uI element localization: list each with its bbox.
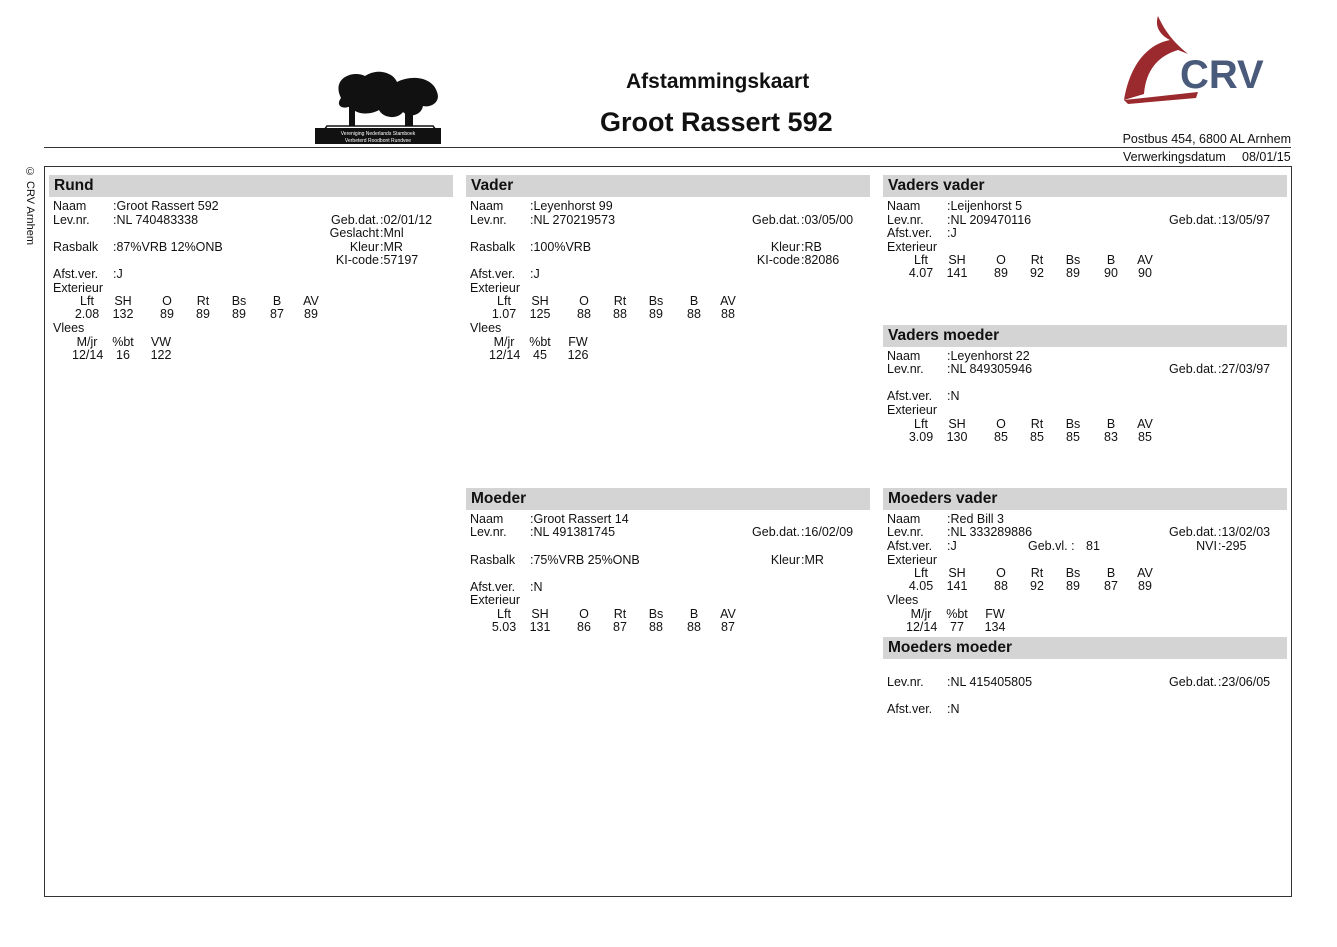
ext-value-o: 89 bbox=[160, 307, 174, 321]
label: Exterieur bbox=[887, 553, 938, 567]
label: Naam bbox=[887, 349, 921, 363]
label: Afst.ver. bbox=[887, 389, 933, 403]
label: Exterieur bbox=[53, 281, 104, 295]
ext-header-sh: SH bbox=[114, 294, 132, 308]
ext-value-b: 83 bbox=[1104, 430, 1118, 444]
ext-value-rt: 89 bbox=[196, 307, 210, 321]
label: Lev.nr. bbox=[887, 675, 924, 689]
vlees-value: 16 bbox=[116, 348, 130, 362]
label: Geb.dat. bbox=[1169, 213, 1217, 227]
moeder-gebdat: :16/02/09 bbox=[801, 525, 854, 539]
ext-header-b: B bbox=[689, 607, 699, 621]
page-title: Afstammingskaart bbox=[626, 70, 810, 93]
section-moeders-vader: Moeders vader bbox=[883, 488, 1287, 510]
vlees-value: 134 bbox=[984, 620, 1006, 634]
copyright: © CRV Arnhem bbox=[24, 166, 36, 246]
ext-value-b: 87 bbox=[1104, 579, 1118, 593]
ext-header-lft: Lft bbox=[914, 566, 928, 580]
ext-header-b: B bbox=[1106, 566, 1116, 580]
vlees-header: FW bbox=[568, 335, 588, 349]
ext-value-av: 88 bbox=[721, 307, 735, 321]
vlees-value: 77 bbox=[950, 620, 964, 634]
ext-value-lft: 2.08 bbox=[74, 307, 100, 321]
label: Rasbalk bbox=[470, 240, 516, 254]
section-rund: Rund bbox=[49, 175, 453, 197]
label: Exterieur bbox=[470, 593, 521, 607]
ext-value-lft: 4.05 bbox=[908, 579, 934, 593]
label: Geb.dat. bbox=[752, 525, 800, 539]
section-vader: Vader bbox=[466, 175, 870, 197]
rund-geslacht: :Mnl bbox=[380, 226, 404, 240]
section-vaders-moeder: Vaders moeder bbox=[883, 325, 1287, 347]
ext-value-av: 87 bbox=[721, 620, 735, 634]
ext-header-rt: Rt bbox=[196, 294, 210, 308]
ext-header-av: AV bbox=[720, 607, 736, 621]
ext-value-lft: 3.09 bbox=[908, 430, 934, 444]
ext-value-sh: 132 bbox=[112, 307, 134, 321]
left-logo-line-1: Vereniging Nederlands Stamboek bbox=[340, 131, 416, 137]
mm-gebdat: :23/06/05 bbox=[1218, 675, 1271, 689]
rund-kleur: :MR bbox=[380, 240, 403, 254]
ext-value-rt: 92 bbox=[1030, 579, 1044, 593]
left-logo bbox=[313, 68, 443, 146]
ext-value-lft: 1.07 bbox=[491, 307, 517, 321]
vader-gebdat: :03/05/00 bbox=[801, 213, 854, 227]
ext-value-av: 89 bbox=[304, 307, 318, 321]
vm-levnr: :NL 849305946 bbox=[947, 362, 1033, 376]
ext-header-av: AV bbox=[303, 294, 319, 308]
ext-value-rt: 85 bbox=[1030, 430, 1044, 444]
cow-tree-logo-icon bbox=[313, 68, 443, 146]
crv-logo bbox=[1118, 14, 1268, 104]
ext-value-lft: 5.03 bbox=[491, 620, 517, 634]
rund-naam: :Groot Rassert 592 bbox=[113, 199, 219, 213]
ext-header-b: B bbox=[272, 294, 282, 308]
vlees-value: 12/14 bbox=[906, 620, 938, 634]
rund-levnr: :NL 740483338 bbox=[113, 213, 199, 227]
ext-value-b: 87 bbox=[270, 307, 284, 321]
vlees-header: M/jr bbox=[493, 335, 515, 349]
ext-value-rt: 92 bbox=[1030, 266, 1044, 280]
ext-value-bs: 89 bbox=[649, 307, 663, 321]
vlees-value: 122 bbox=[150, 348, 172, 362]
ext-value-bs: 85 bbox=[1066, 430, 1080, 444]
ext-header-o: O bbox=[162, 294, 172, 308]
label: Naam bbox=[470, 199, 504, 213]
ext-value-b: 90 bbox=[1104, 266, 1118, 280]
label: Afst.ver. bbox=[887, 702, 933, 716]
moeder-afstver: :N bbox=[530, 580, 543, 594]
vader-afstver: :J bbox=[530, 267, 540, 281]
ext-header-av: AV bbox=[1137, 417, 1153, 431]
header-rule bbox=[44, 147, 1291, 148]
moeder-levnr: :NL 491381745 bbox=[530, 525, 616, 539]
rund-kicode: :57197 bbox=[380, 253, 419, 267]
ext-value-sh: 130 bbox=[946, 430, 968, 444]
vv-afstver: :J bbox=[947, 226, 957, 240]
ext-header-bs: Bs bbox=[1065, 417, 1081, 431]
label: KI-code bbox=[335, 253, 379, 267]
ext-header-o: O bbox=[996, 253, 1006, 267]
section-moeders-moeder: Moeders moeder bbox=[883, 637, 1287, 659]
label: Exterieur bbox=[887, 240, 938, 254]
label: Afst.ver. bbox=[887, 226, 933, 240]
ext-header-o: O bbox=[579, 607, 589, 621]
moeder-kleur: :MR bbox=[801, 553, 824, 567]
label: Lev.nr. bbox=[887, 213, 924, 227]
vader-kleur: :RB bbox=[801, 240, 822, 254]
ext-value-rt: 88 bbox=[613, 307, 627, 321]
ext-value-b: 88 bbox=[687, 307, 701, 321]
rund-afstver: :J bbox=[113, 267, 123, 281]
vv-gebdat: :13/05/97 bbox=[1218, 213, 1271, 227]
crv-swoosh-icon bbox=[1118, 14, 1268, 104]
ext-header-bs: Bs bbox=[1065, 566, 1081, 580]
ext-header-b: B bbox=[689, 294, 699, 308]
section-vaders-vader: Vaders vader bbox=[883, 175, 1287, 197]
ext-value-av: 89 bbox=[1138, 579, 1152, 593]
ext-header-o: O bbox=[579, 294, 589, 308]
ext-header-rt: Rt bbox=[613, 607, 627, 621]
ext-header-av: AV bbox=[1137, 566, 1153, 580]
ext-header-sh: SH bbox=[531, 607, 549, 621]
label: Vlees bbox=[470, 321, 502, 335]
ext-header-bs: Bs bbox=[231, 294, 247, 308]
label: Vlees bbox=[887, 593, 919, 607]
ext-value-sh: 125 bbox=[529, 307, 551, 321]
label: Afst.ver. bbox=[470, 580, 516, 594]
label: Naam bbox=[887, 512, 921, 526]
ext-header-bs: Bs bbox=[648, 607, 664, 621]
ext-header-b: B bbox=[1106, 253, 1116, 267]
label: Geb.dat. bbox=[1169, 675, 1217, 689]
mm-levnr: :NL 415405805 bbox=[947, 675, 1033, 689]
mm-afstver: :N bbox=[947, 702, 960, 716]
ext-value-bs: 88 bbox=[649, 620, 663, 634]
vlees-value: 12/14 bbox=[72, 348, 104, 362]
ext-value-bs: 89 bbox=[1066, 579, 1080, 593]
label: Lev.nr. bbox=[53, 213, 90, 227]
label: Geslacht bbox=[329, 226, 379, 240]
crv-logo-text: CRV bbox=[1180, 53, 1264, 97]
ext-header-o: O bbox=[996, 566, 1006, 580]
ext-value-lft: 4.07 bbox=[908, 266, 934, 280]
vlees-header: M/jr bbox=[910, 607, 932, 621]
ext-header-rt: Rt bbox=[1030, 253, 1044, 267]
ext-value-bs: 89 bbox=[1066, 266, 1080, 280]
ext-header-lft: Lft bbox=[914, 253, 928, 267]
ext-header-rt: Rt bbox=[1030, 566, 1044, 580]
vm-gebdat: :27/03/97 bbox=[1218, 362, 1271, 376]
vlees-header: VW bbox=[150, 335, 172, 349]
label: Lev.nr. bbox=[470, 213, 507, 227]
ext-value-b: 88 bbox=[687, 620, 701, 634]
label: Naam bbox=[470, 512, 504, 526]
ext-value-av: 85 bbox=[1138, 430, 1152, 444]
moeder-naam: :Groot Rassert 14 bbox=[530, 512, 629, 526]
ext-value-sh: 141 bbox=[946, 266, 968, 280]
mv-gebdat: :13/02/03 bbox=[1218, 525, 1271, 539]
label: Kleur bbox=[349, 240, 379, 254]
label: Rasbalk bbox=[53, 240, 99, 254]
ext-header-sh: SH bbox=[948, 566, 966, 580]
label: KI-code bbox=[756, 253, 800, 267]
moeder-rasbalk: :75%VRB 25%ONB bbox=[530, 553, 640, 567]
vlees-header: %bt bbox=[529, 335, 551, 349]
vlees-header: M/jr bbox=[76, 335, 98, 349]
vm-afstver: :N bbox=[947, 389, 960, 403]
vader-naam: :Leyenhorst 99 bbox=[530, 199, 613, 213]
address: Postbus 454, 6800 AL Arnhem bbox=[1122, 132, 1291, 146]
ext-header-b: B bbox=[1106, 417, 1116, 431]
label: Lev.nr. bbox=[887, 525, 924, 539]
processing-label: Verwerkingsdatum bbox=[1123, 150, 1226, 164]
section-moeder: Moeder bbox=[466, 488, 870, 510]
left-logo-line-2: Verbeterd Roodbont Rundvee bbox=[344, 138, 412, 144]
vv-levnr: :NL 209470116 bbox=[947, 213, 1032, 227]
label: Vlees bbox=[53, 321, 85, 335]
label: Naam bbox=[887, 199, 921, 213]
label: Exterieur bbox=[887, 403, 938, 417]
ext-header-rt: Rt bbox=[613, 294, 627, 308]
ext-header-sh: SH bbox=[531, 294, 549, 308]
processing-date: 08/01/15 bbox=[1242, 150, 1291, 164]
ext-value-o: 85 bbox=[994, 430, 1008, 444]
ext-header-o: O bbox=[996, 417, 1006, 431]
label: Geb.dat. bbox=[331, 213, 379, 227]
ext-header-bs: Bs bbox=[648, 294, 664, 308]
mv-naam: :Red Bill 3 bbox=[947, 512, 1004, 526]
label: Afst.ver. bbox=[470, 267, 516, 281]
label: Rasbalk bbox=[470, 553, 516, 567]
label: Lev.nr. bbox=[470, 525, 507, 539]
ext-header-lft: Lft bbox=[80, 294, 94, 308]
vv-naam: :Leijenhorst 5 bbox=[947, 199, 1023, 213]
animal-title: Groot Rassert 592 bbox=[600, 107, 833, 137]
ext-value-o: 86 bbox=[577, 620, 591, 634]
label: Lev.nr. bbox=[887, 362, 924, 376]
ext-value-bs: 89 bbox=[232, 307, 246, 321]
ext-value-sh: 131 bbox=[529, 620, 551, 634]
ext-value-sh: 141 bbox=[946, 579, 968, 593]
label: Geb.dat. bbox=[1169, 362, 1217, 376]
ext-value-av: 90 bbox=[1138, 266, 1152, 280]
label: Naam bbox=[53, 199, 87, 213]
vader-kicode: :82086 bbox=[801, 253, 840, 267]
label: Geb.vl. : bbox=[1028, 539, 1075, 553]
label: Kleur bbox=[770, 240, 800, 254]
vlees-value: 12/14 bbox=[489, 348, 521, 362]
label: Geb.dat. bbox=[752, 213, 800, 227]
ext-value-o: 88 bbox=[577, 307, 591, 321]
ext-header-rt: Rt bbox=[1030, 417, 1044, 431]
vlees-value: 126 bbox=[567, 348, 589, 362]
ext-header-bs: Bs bbox=[1065, 253, 1081, 267]
ext-header-lft: Lft bbox=[497, 607, 511, 621]
vlees-header: %bt bbox=[946, 607, 968, 621]
ext-header-sh: SH bbox=[948, 253, 966, 267]
ext-header-sh: SH bbox=[948, 417, 966, 431]
vlees-header: FW bbox=[985, 607, 1005, 621]
vlees-value: 45 bbox=[533, 348, 547, 362]
label: Afst.ver. bbox=[53, 267, 99, 281]
mv-afstver: :J bbox=[947, 539, 957, 553]
ext-value-o: 88 bbox=[994, 579, 1008, 593]
label: Exterieur bbox=[470, 281, 521, 295]
mv-levnr: :NL 333289886 bbox=[947, 525, 1033, 539]
ext-header-lft: Lft bbox=[914, 417, 928, 431]
mv-nvi: :-295 bbox=[1218, 539, 1247, 553]
vm-naam: :Leyenhorst 22 bbox=[947, 349, 1030, 363]
ext-value-rt: 87 bbox=[613, 620, 627, 634]
label: Geb.dat. bbox=[1169, 525, 1217, 539]
vader-levnr: :NL 270219573 bbox=[530, 213, 616, 227]
rund-rasbalk: :87%VRB 12%ONB bbox=[113, 240, 223, 254]
label: Kleur bbox=[770, 553, 800, 567]
label: NVI bbox=[1196, 539, 1217, 553]
label: Afst.ver. bbox=[887, 539, 933, 553]
vlees-header: %bt bbox=[112, 335, 134, 349]
ext-header-av: AV bbox=[1137, 253, 1153, 267]
vader-rasbalk: :100%VRB bbox=[530, 240, 592, 254]
mv-gebvl: 81 bbox=[1086, 539, 1100, 553]
rund-gebdat: :02/01/12 bbox=[380, 213, 433, 227]
ext-header-av: AV bbox=[720, 294, 736, 308]
ext-value-o: 89 bbox=[994, 266, 1008, 280]
ext-header-lft: Lft bbox=[497, 294, 511, 308]
